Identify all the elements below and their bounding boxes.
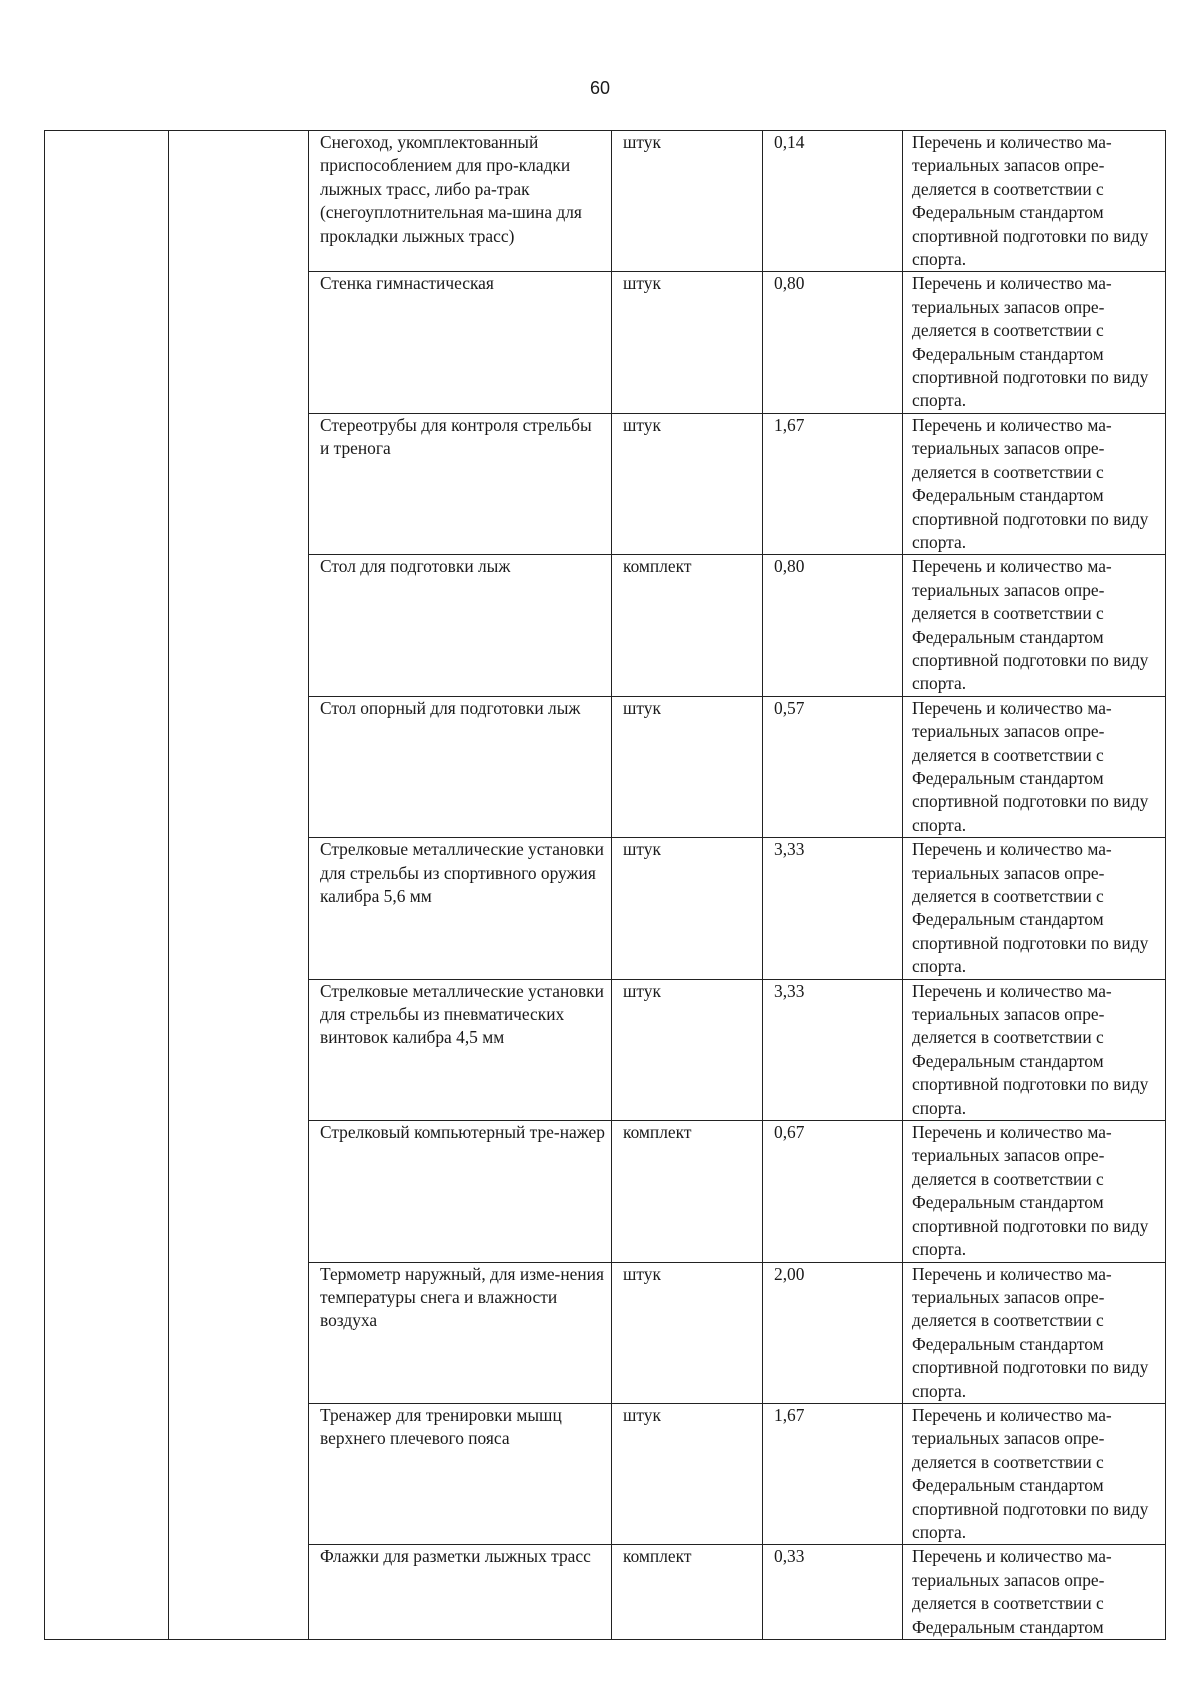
item-name-cell: Флажки для разметки лыжных трасс: [309, 1545, 612, 1640]
quantity-cell: 0,67: [763, 1121, 903, 1262]
page-number: 60: [589, 78, 611, 98]
empty-cell-col2: [169, 131, 309, 1640]
note-cell: Перечень и количество ма-териальных запасов опре-деляется в соответствии с Федеральным стандартом спортивной подготовки по виду спорта.: [903, 838, 1166, 979]
unit-cell: штук: [612, 979, 763, 1120]
item-name-cell: Тренажер для тренировки мышц верхнего плечевого пояса: [309, 1403, 612, 1544]
quantity-cell: 0,14: [763, 131, 903, 272]
item-name-cell: Стрелковые металлические установки для стрельбы из спортивного оружия калибра 5,6 мм: [309, 838, 612, 979]
unit-cell: комплект: [612, 1121, 763, 1262]
quantity-cell: 0,57: [763, 696, 903, 837]
unit-cell: штук: [612, 1262, 763, 1403]
item-name-cell: Стол опорный для подготовки лыж: [309, 696, 612, 837]
note-cell: Перечень и количество ма-териальных запасов опре-деляется в соответствии с Федеральным стандартом спортивной подготовки по виду спорта.: [903, 413, 1166, 554]
note-cell: Перечень и количество ма-териальных запасов опре-деляется в соответствии с Федеральным стандартом: [903, 1545, 1166, 1640]
unit-cell: штук: [612, 838, 763, 979]
empty-cell-col1: [45, 131, 169, 1640]
note-cell: Перечень и количество ма-териальных запасов опре-деляется в соответствии с Федеральным стандартом спортивной подготовки по виду спорта.: [903, 696, 1166, 837]
note-cell: Перечень и количество ма-териальных запасов опре-деляется в соответствии с Федеральным стандартом спортивной подготовки по виду спорта.: [903, 555, 1166, 696]
item-name-cell: Термометр наружный, для изме-нения температуры снега и влажности воздуха: [309, 1262, 612, 1403]
unit-cell: штук: [612, 1403, 763, 1544]
note-cell: Перечень и количество ма-териальных запасов опре-деляется в соответствии с Федеральным стандартом спортивной подготовки по виду спорта.: [903, 1121, 1166, 1262]
unit-cell: штук: [612, 413, 763, 554]
quantity-cell: 1,67: [763, 1403, 903, 1544]
quantity-cell: 3,33: [763, 838, 903, 979]
note-cell: Перечень и количество ма-териальных запасов опре-деляется в соответствии с Федеральным стандартом спортивной подготовки по виду спорта.: [903, 1262, 1166, 1403]
quantity-cell: 0,80: [763, 555, 903, 696]
item-name-cell: Стенка гимнастическая: [309, 272, 612, 413]
item-name-cell: Стрелковые металлические установки для стрельбы из пневматических винтовок калибра 4,5 мм: [309, 979, 612, 1120]
table-row: [45, 131, 1166, 272]
unit-cell: комплект: [612, 1545, 763, 1640]
item-name-cell: Стрелковый компьютерный тре-нажер: [309, 1121, 612, 1262]
note-cell: Перечень и количество ма-териальных запасов опре-деляется в соответствии с Федеральным стандартом спортивной подготовки по виду спорта.: [903, 131, 1166, 272]
unit-cell: штук: [612, 272, 763, 413]
item-name-cell: Стереотрубы для контроля стрельбы и тренога: [309, 413, 612, 554]
quantity-cell: 3,33: [763, 979, 903, 1120]
note-cell: Перечень и количество ма-териальных запасов опре-деляется в соответствии с Федеральным стандартом спортивной подготовки по виду спорта.: [903, 1403, 1166, 1544]
unit-cell: комплект: [612, 555, 763, 696]
item-name-cell: Снегоход, укомплектованный приспособлением для про-кладки лыжных трасс, либо ра-трак (снегоуплотнительная ма-шина для прокладки лыжных трасс): [309, 131, 612, 272]
note-cell: Перечень и количество ма-териальных запасов опре-деляется в соответствии с Федеральным стандартом спортивной подготовки по виду спорта.: [903, 272, 1166, 413]
item-name-cell: Стол для подготовки лыж: [309, 555, 612, 696]
quantity-cell: 0,33: [763, 1545, 903, 1640]
note-cell: Перечень и количество ма-териальных запасов опре-деляется в соответствии с Федеральным стандартом спортивной подготовки по виду спорта.: [903, 979, 1166, 1120]
quantity-cell: 2,00: [763, 1262, 903, 1403]
quantity-cell: 1,67: [763, 413, 903, 554]
unit-cell: штук: [612, 131, 763, 272]
unit-cell: штук: [612, 696, 763, 837]
quantity-cell: 0,80: [763, 272, 903, 413]
equipment-table: [44, 130, 1166, 1640]
